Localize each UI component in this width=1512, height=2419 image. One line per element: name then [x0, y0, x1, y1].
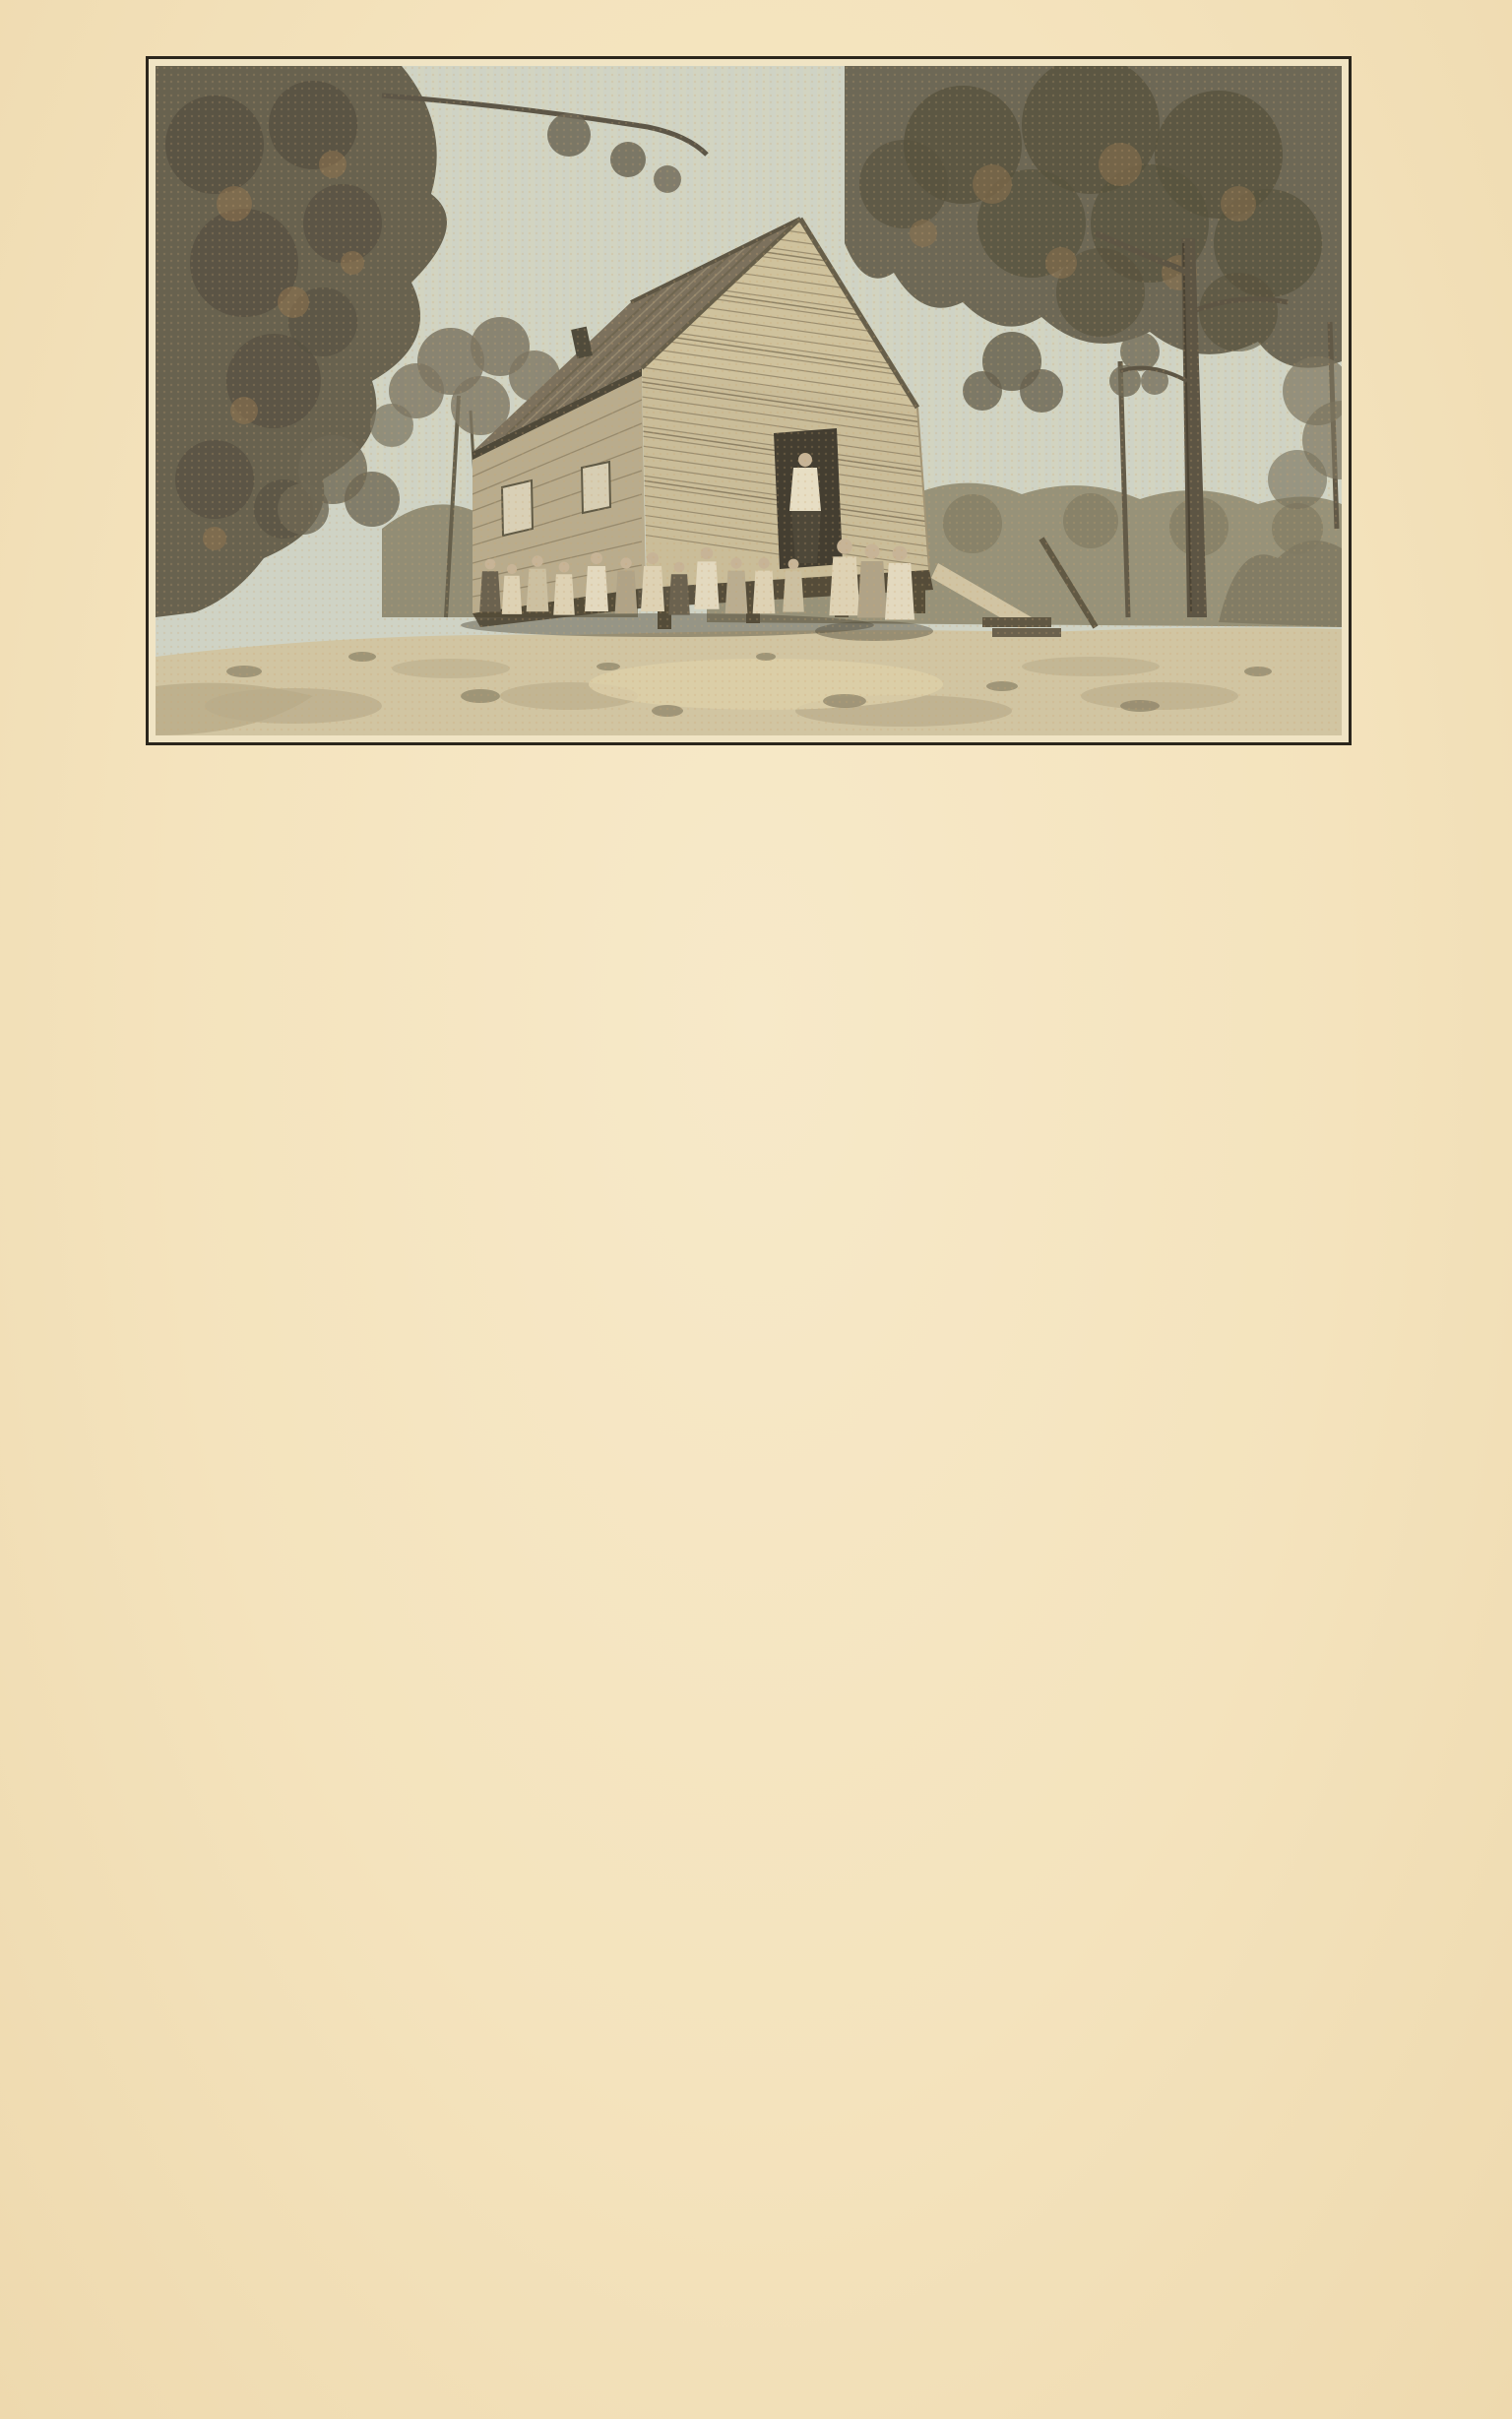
watermark-internet-archive	[94, 2319, 428, 2321]
watermark-library-of-congress	[945, 2319, 1285, 2321]
